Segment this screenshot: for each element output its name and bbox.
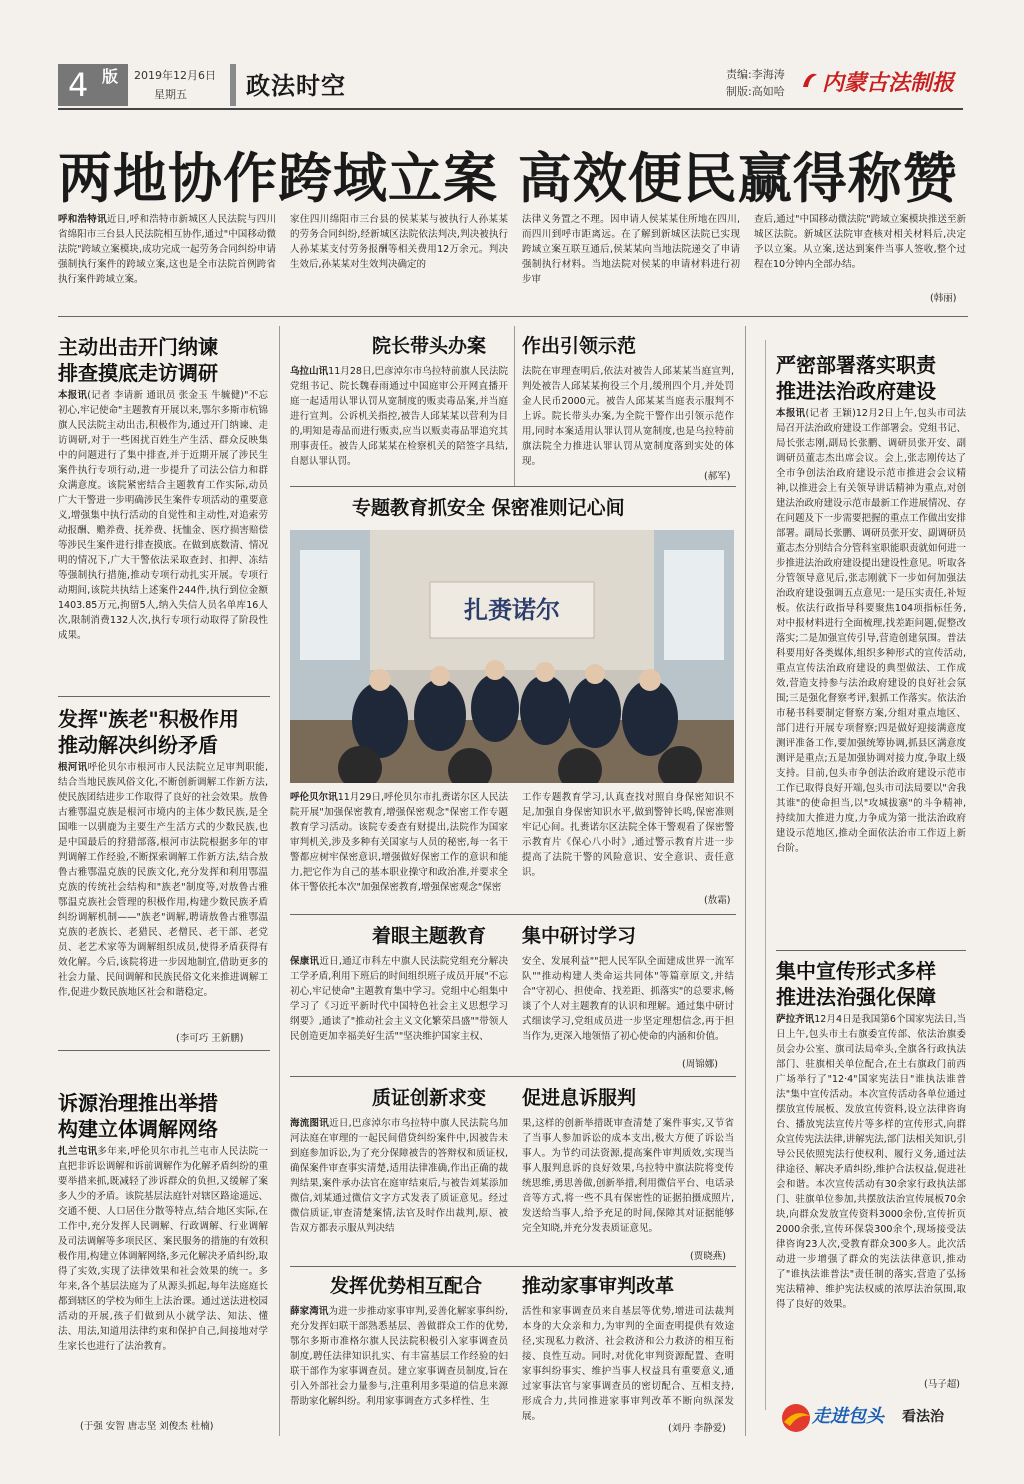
article-sign: (马子超): [924, 1379, 960, 1390]
article-sign: (贾晓燕): [690, 1251, 726, 1262]
divider: [58, 316, 968, 317]
column-rule: [279, 326, 280, 1436]
article-title: 推进法治政府建设: [776, 379, 936, 403]
issue-date: 2019年12月6日: [134, 69, 216, 82]
divider: [776, 950, 966, 951]
article-title: 着眼主题教育: [372, 925, 487, 947]
article-body: 本报讯(记者 李请新 通讯员 张金玉 牛毓健)"不忘初心,牢记使命"主题教育开展以来,鄂尔多斯市杭锦旗人民法院主动出击,积极作为,通过开门纳谏、走访调研,对于一些困扰百姓生产生活、群众反映集中的问题进行了集中排查,并于近期开展了涉民生案件执行专项行动,进一步提升了司法公信力和群众满意度。该院紧密结合主题教育工作实际,动员广大干警进一步明确涉民生案件专项活动的重要意义,增强集中执行活动的自觉性和主动性,对追索劳动报酬、赡养费、抚养费、抚恤金、医疗损害赔偿等涉民生案件进行排查摸底。在做到底数清、情况明的情况下,广大干警依法采取查封、扣押、冻结等强制执行措施,推动专项行动扎实开展。专项行动期间,该院共执结上述案件244件,执行到位金额1403.85万元,拘留5人,纳入失信人员名单库16人次,限制消费132人次,执行专项行动取得了阶段性成果。: [58, 390, 268, 641]
article-title: 集中宣传形式多样: [776, 959, 936, 983]
lead-sign: (韩丽): [930, 293, 957, 304]
article-title: 集中研讨学习: [522, 925, 637, 947]
article-body: 根河讯呼伦贝尔市根河市人民法院立足审判职能,结合当地民族风俗文化,不断创新调解工作新方法,使民族团结进步工作取得了良好的社会效果。敖鲁古雅鄂温克族是根河市境内的主体少数民族,是全国唯一以驯鹿为主要生产生活方式的少数民族,也是中国最后的狩猎部落,根河市法院根据多年的审判调解工作经验,不断探索调解工作新方法,结合敖鲁古雅鄂温克族的民族文化,充分发挥和利用鄂温克族的传统社会结构和"族老"制度等,对敖鲁古雅鄂温克族社会管理的积极作用,构建少数民族矛盾纠纷调解机制——"族老"调解,聘请敖鲁古雅鄂温克族的老族长、老猎民、老僧民、老干部、老党员、老艺术家等为调解组织成员,使得矛盾获得有效化解。今后,该院将进一步因地制宜,借助更多的社会力量、民间调解和民族民俗文化来推进调解工作,促进少数民族地区社会和谐稳定。: [58, 762, 268, 998]
article-body: 扎兰屯讯多年来,呼伦贝尔市扎兰屯市人民法院一直把非诉讼调解和诉前调解作为化解矛盾纠纷的重要举措来抓,既减轻了涉诉群众的负担,又缓解了案多人少的矛盾。该院基层法庭针对辖区路途遥远、交通不便、人口居住分散等特点,结合地区实际,在工作中,充分发挥人民调解、行政调解、行业调解及司法调解等多项民区、案民服务的措施的有效积极作用,构建立体调解网络,多元化解决矛盾纠纷,取得了实效,实现了法律效果和社会效果的统一。多年来,各个基层法庭为了从源头抓起,每年法庭庭长都到辖区的学校为师生上法治课。通过送法进校园活动的开展,孩子们做到从小就学法、知法、懂法、用法,知道用法律约束和保护自己,间接地对学生家长也进行了法治教育。: [58, 1146, 268, 1352]
lead-col-3: 法律义务置之不理。因申请人侯某某住所地在四川,而四川到呼市距离远。在了解到新城区法院已实现跨域立案互联互通后,侯某某向当地法院递交了申请强制执行材料。当地法院对侯某的申请材料进行初步审: [522, 214, 740, 285]
article-body: 呼伦贝尔讯11月29日,呼伦贝尔市扎赉诺尔区人民法院开展"加强保密教育,增强保密观念"保密工作专题教育学习活动。该院专委查有财提出,法院作为国家审判机关,涉及多种有关国家与人员的秘密,每一名干警都应树牢保密意识,增强做好保密工作的意识和能力,把它作为自己的基本职业操守和政治准,并要求全体干警依托本次"加强保密教育,增强保密观念"保密: [290, 792, 508, 893]
article-sign: (于强 安智 唐志坚 刘俊杰 杜楠): [80, 1421, 214, 1432]
article-title: 主动出击开门纳谏: [58, 335, 218, 359]
lead-col-4: 查后,通过"中国移动微法院"跨域立案模块推送至新城区法院。新城区法院审查核对相关材料后,决定予以立案。从立案,送达到案件当事人签收,整个过程在10分钟内全部办结。: [754, 214, 966, 270]
meeting-photo: [290, 530, 734, 783]
producer: 制版:高如哈: [726, 85, 785, 98]
article-body: 乌拉山讯11月28日,巴彦淖尔市乌拉特前旗人民法院党组书记、院长魏春雨通过中国庭审公开网直播开庭一起适用认罪认罚从宽制度的贩卖毒品案,并当庭进行宣判。公诉机关指控,被告人邱某某以营利为目的,明知是毒品而进行贩卖,应当以贩卖毒品罪追究其刑事责任。被告人邱某某在检察机关的陪签字具结,自愿认罪认罚。: [290, 366, 508, 467]
article-body: 工作专题教育学习,认真查找对照自身保密知识不足,加强自身保密知识水平,做到警钟长鸣,保密准则牢记心间。扎赉诺尔区法院全体干警观看了保密警示教育片《保心八小时》,通过警示教育片进一步提高了法院干警的风险意识、安全意识、责任意识。: [522, 792, 734, 878]
article-body: 本报讯(记者 王颖)12月2日上午,包头市司法局召开法治政府建设工作部署会。党组书记、局长张志刚,副局长张鹏、调研员张开安、副调研员董志杰出席会议。会上,张志刚传达了全市争创法治政府建设示范市推进会会议精神,以推进会上有关领导讲话精神为重点,对创建法治政府建设示范市最新工作进展情况、存在问题及下一步需要把握的重点工作做出安排部署。副局长张鹏、调研员张开安、副调研员董志杰分别结合分管科室职能职责就如何进一步推进法治政府建设提出建设性意见。听取各分管领导意见后,张志刚就下一步如何加强法治政府建设强调五点意见:一是压实责任,补短板。依法行政指导科要聚焦104项指标任务,对中报材料进行全面梳理,找差距问题,促整改落实;二是加强宣传引导,营造创建氛围。普法科要用好各类媒体,组织多种形式的宣传活动,重点宣传法治政府建设的典型做法、工作成效,营造支持参与法治政府建设的良好社会氛围;三是强化督察考评,狠抓工作落实。依法治市秘书科要制定督察方案,分组对重点地区、部门进行开展专项督察;四是做好迎接满意度测评准备工作,要加强统筹协调,抓县区满意度测评是重点;五是加强协调对接力度,争取上级支持。目前,包头市争创法治政府建设示范市工作已取得良好开端,包头市司法局要以"舍我其谁"的使命担当,以"攻城拔寨"的斗争精神,持续加大推进力度,力争成为第一批法治政府建设示范地区,推动全面依法治市工作迈上新台阶。: [776, 408, 966, 854]
main-headline: 两地协作跨域立案 高效便民赢得称赞: [58, 146, 958, 210]
column-rule: [514, 326, 515, 486]
article-title: 院长带头办案: [372, 335, 487, 357]
lead-col-2: 家住四川绵阳市三台县的侯某某与被执行人孙某某的劳务合同纠纷,经新城区法院依法判决,判决被执行人孙某某支付劳务报酬等相关费用12万余元。判决生效后,孙某某对生效判决确定的: [290, 214, 508, 270]
footer-tag: 看法治: [902, 1409, 944, 1425]
paper-name: 内蒙古法制报: [822, 70, 955, 96]
divider: [58, 696, 270, 697]
divider: [290, 914, 736, 915]
article-body: 法院在审理查明后,依法对被告人邱某某当庭宣判,判处被告人邱某某拘役三个月,缓刑四个月,并处罚金人民币2000元。被告人邱某某当庭表示服判不上诉。院长带头办案,为全院干警作出引领示范作用,同时本案适用认罪认罚从宽制度,也是乌拉特前旗法院全力推进认罪认罚从宽制度落到实处的体现。: [522, 366, 734, 467]
article-title: 构建立体调解网络: [58, 1117, 218, 1141]
editor-credits: [726, 66, 785, 100]
masthead-divider: [230, 64, 236, 106]
page-number: 4: [58, 64, 128, 106]
article-title: 推动解决纠纷矛盾: [58, 733, 218, 757]
section-title: 政法时空: [246, 72, 346, 100]
banner-text: 扎赉诺尔: [464, 595, 560, 624]
lead-col-1: 呼和浩特讯近日,呼和浩特市新城区人民法院与四川省绵阳市三台县人民法院相互协作,通过"中国移动微法院"跨域立案模块,成功完成一起劳务合同纠纷申请强制执行案件的跨域立案,这也是全市法院首例跨省执行案件跨域立案。: [58, 214, 276, 285]
article-title: 作出引领示范: [522, 335, 637, 357]
article-body: 萨拉齐讯12月4日是我国第6个国家宪法日,当日上午,包头市土右旗委宣传部、依法治旗委员会办公室、旗司法局牵头,全旗各行政执法部门、驻旗相关单位配合,在土右旗政门前西广场举行了"12·4"国家宪法日"谁执法谁普法"集中宣传活动。本次宣传活动各单位通过摆放宣传展板、发放宣传资料,设立法律咨询台、播放宪法宣传片等多样的宣传形式,向群众宣传宪法法律,讲解宪法,部门法相关知识,引导公民依照宪法行使权利、履行义务,通过法律途径、解决矛盾纠纷,维护合法权益,促进社会和谐。本次宣传活动有30余家行政执法部门、驻旗单位参加,共摆放法治宣传展板70余块,向群众发放宣传资料3000余份,宣传折页2000余张,宣传环保袋300余个,现场接受法律咨询23人次,受教育群众300多人。此次活动进一步增强了群众的宪法法律意识,推动了"谁执法谁普法"责任制的落实,营造了弘扬宪法精神、维护宪法权威的浓厚法治氛围,取得了良好的效果。: [776, 1014, 966, 1310]
article-body: 果,这样的创新举措既审查清楚了案件事实,又节省了当事人参加诉讼的成本支出,极大方便了诉讼当事人。为节约司法资源,提高案件审判质效,实现当事人服判息诉的良好效果,乌拉特中旗法院将变传统思维,勇思善做,创新举措,利用微信平台、电话录音等方式,将一些不具有保密性的证据拍摄成照片,发送给当事人,给予充足的时间,保障其对证据能够完全知晓,并充分发表质证意见。: [522, 1118, 734, 1234]
issue-weekday: 星期五: [154, 88, 187, 101]
article-title: 推进法治强化保障: [776, 985, 936, 1009]
article-title: 发挥"族老"积极作用: [58, 707, 239, 731]
page-label: 版: [102, 67, 119, 86]
footer-brand: 走进包头: [812, 1406, 884, 1427]
column-rule: [745, 326, 746, 1436]
article-body: 安全、发展利益""把人民军队全面建成世界一流军队""推动构建人类命运共同体"等篇章原文,并结合"守初心、担使命、找差距、抓落实"的总要求,畅谈了个人对主题教育的认识和理解。通过集中研讨式细读学习,党组成员进一步坚定理想信念,再于担当作为,更深入地领悟了初心使命的内涵和价值。: [522, 956, 734, 1042]
article-sign: (敖霜): [704, 895, 731, 906]
article-body: 海流图讯近日,巴彦淖尔市乌拉特中旗人民法院乌加河法庭在审理的一起民间借贷纠纷案件中,因被告未到庭参加诉讼,为了充分保障被告的答辩权和质证权,确保案件审查事实清楚,适用法律准确,作出正确的裁判结果,案件承办法官在庭审结束后,与被告刘某添加微信,刘某通过微信文字方式发表了质证意见。经过微信质证,审查清楚案情,法官及时作出裁判,原、被告双方都表示服从判决结: [290, 1118, 508, 1234]
article-title: 严密部署落实职责: [776, 353, 936, 377]
article-title: 促进息诉服判: [522, 1087, 637, 1109]
divider: [290, 486, 736, 487]
masthead: [58, 64, 963, 106]
article-sign: (刘丹 李静爱): [668, 1423, 726, 1434]
divider: [290, 1076, 736, 1077]
editor: 责编:李海涛: [726, 68, 785, 81]
article-title: 排查摸底走访调研: [58, 361, 218, 385]
divider: [290, 1266, 736, 1267]
paper-logo-icon: [800, 70, 820, 90]
article-sign: (郝军): [704, 471, 731, 482]
article-title: 专题教育抓安全 保密准则记心间: [352, 497, 625, 519]
article-title: 发挥优势相互配合: [330, 1275, 483, 1297]
article-title: 质证创新求变: [372, 1087, 487, 1109]
masthead-rule: [58, 108, 963, 110]
article-body: 活性和家事调查员来自基层等优势,增进司法裁判本身的大众亲和力,为审判的全面查明提供有效途径,实现私力救济、社会救济和公力救济的相互衔接、良性互动。同时,对优化审判资源配置、查明家事纠纷事实、维护当事人权益具有重要意义,通过家事法官与家事调查员的密切配合、互相支持,形成合力,共同推进家事审判改革不断向纵深发展。: [522, 1306, 734, 1422]
article-title: 推动家事审判改革: [522, 1275, 675, 1297]
divider: [58, 1050, 270, 1051]
article-body: 保康讯近日,通辽市科左中旗人民法院党组充分解决工学矛盾,利用下班后的时间组织班子成员开展"不忘初心,牢记使命"主题教育集中学习。党组中心组集中学习了《习近平新时代中国特色社会主义思想学习纲要》,通读了"推动社会主义文化繁荣昌盛""带领人民创造更加幸福美好生活""坚决维护国家主权、: [290, 956, 508, 1042]
article-sign: (李可巧 王新鹏): [176, 1033, 244, 1044]
article-body: 薛家湾讯为进一步推动家事审判,妥善化解家事纠纷,充分发挥妇联干部熟悉基层、善做群众工作的优势,鄂尔多斯市准格尔旗人民法院积极引入家事调查员制度,聘任法律知识扎实、有丰富基层工作经验的妇联干部作为家事调查员。建立家事调查员制度,旨在引入外部社会力量参与,注重利用多渠道的信息来源帮助家化解纠纷。利用家事调查方式多样性、生: [290, 1306, 508, 1407]
article-title: 诉源治理推出举措: [58, 1091, 218, 1115]
article-sign: (周锦娜): [682, 1059, 718, 1070]
